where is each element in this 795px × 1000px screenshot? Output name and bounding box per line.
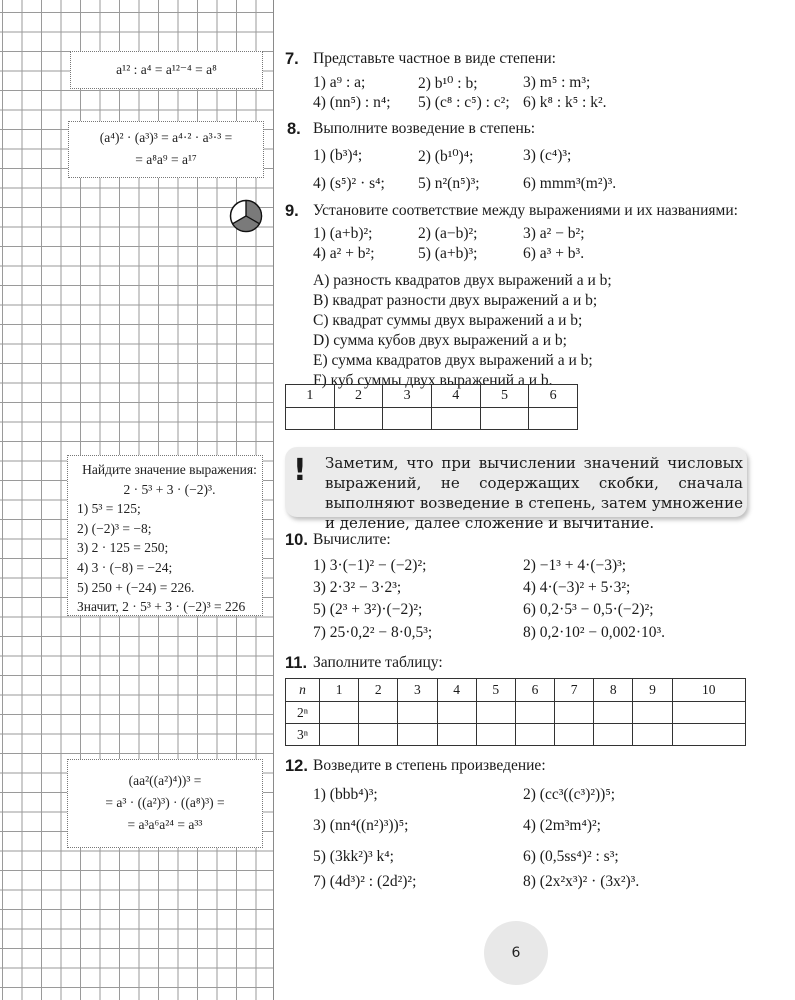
task-number: 11. (285, 654, 308, 672)
task-option: D) сумма кубов двух выражений a и b; (313, 332, 567, 349)
table-header-cell: 5 (480, 385, 529, 408)
answer-cell[interactable] (383, 408, 432, 430)
task-item: 3) (nn⁴((n²)³))⁵; (313, 817, 409, 834)
task-title: Заполните таблицу: (313, 654, 443, 671)
task-number: 7. (285, 50, 299, 68)
table-header-cell: 7 (555, 679, 594, 702)
answer-cell[interactable] (437, 702, 476, 724)
answer-cell[interactable] (398, 724, 437, 746)
answer-cell[interactable] (594, 702, 633, 724)
rule-note-box (285, 447, 747, 532)
answer-cell[interactable] (529, 408, 578, 430)
table-header-cell: 6 (515, 679, 554, 702)
answer-table-task-9 (285, 384, 578, 430)
task-title: Возведите в степень произведение: (313, 757, 546, 774)
task-option: A) разность квадратов двух выражений a и b; (313, 272, 612, 289)
table-header-cell: 9 (633, 679, 672, 702)
answer-cell[interactable] (359, 702, 398, 724)
answer-cell[interactable] (359, 724, 398, 746)
table-header-cell: 5 (476, 679, 515, 702)
answer-cell[interactable] (431, 408, 480, 430)
task-item: 1) (a+b)²; (313, 225, 373, 242)
table-header-cell: 10 (672, 679, 745, 702)
task-item: 1) 3·(−1)² − (−2)²; (313, 557, 427, 574)
table-header-cell: 2 (334, 385, 383, 408)
table-header-cell: 4 (437, 679, 476, 702)
hint-step: 4) 3 · (−8) = −24; (77, 559, 173, 575)
task-item: 3) (c⁴)³; (523, 147, 572, 164)
answer-cell[interactable] (672, 724, 745, 746)
table-header-cell: 6 (529, 385, 578, 408)
task-item: 5) n²(n⁵)³; (418, 175, 480, 192)
task-item: 3) m⁵ : m³; (523, 74, 591, 91)
answer-cell[interactable] (286, 408, 335, 430)
task-item: 6) 0,2·5³ − 0,5·(−2)²; (523, 601, 654, 618)
answer-cell[interactable] (672, 702, 745, 724)
task-option: C) квадрат суммы двух выражений a и b; (313, 312, 583, 329)
task-number: 9. (285, 202, 299, 220)
task-item: 5) (2³ + 3²)·(−2)²; (313, 601, 423, 618)
task-item: 3) 2·3² − 3·2³; (313, 579, 402, 596)
task-option: E) сумма квадратов двух выражений a и b; (313, 352, 593, 369)
answer-cell[interactable] (476, 702, 515, 724)
task-title: Вычислите: (313, 531, 391, 548)
table-header-cell: 3 (383, 385, 432, 408)
hint-line: (aa²((a²)⁴))³ = (128, 773, 202, 788)
table-header-cell: 4 (431, 385, 480, 408)
task-item: 1) (bbb⁴)³; (313, 786, 378, 803)
hint-expression: 2 · 5³ + 3 · (−2)³. (123, 481, 216, 497)
answer-cell[interactable] (555, 724, 594, 746)
hint-line: (a⁴)² · (a³)³ = a⁴·² · a³·³ = (99, 130, 233, 145)
answer-cell[interactable] (515, 724, 554, 746)
task-item: 7) 25·0,2² − 8·0,5³; (313, 624, 433, 641)
row-label: 3ⁿ (286, 724, 320, 746)
hint-line: = a⁸a⁹ = a¹⁷ (135, 152, 197, 167)
task-item: 6) k⁸ : k⁵ : k². (523, 94, 607, 111)
hint-title: Найдите значение выражения: (82, 462, 257, 477)
row-label: 2ⁿ (286, 702, 320, 724)
hint-box-nested-power (67, 759, 263, 848)
hint-step: 1) 5³ = 125; (77, 501, 141, 517)
task-item: 2) (b¹⁰)⁴; (418, 148, 474, 165)
table-header-cell: 2 (359, 679, 398, 702)
table-header-cell: 3 (398, 679, 437, 702)
page-number: 6 (484, 921, 548, 985)
task-item: 1) (b³)⁴; (313, 147, 363, 164)
task-item: 4) (nn⁵) : n⁴; (313, 94, 391, 111)
answer-cell[interactable] (633, 702, 672, 724)
task-title: Установите соответствие между выражениями и их названиями: (313, 202, 738, 219)
answer-cell[interactable] (398, 702, 437, 724)
answer-cell[interactable] (555, 702, 594, 724)
task-item: 5) (3kk²)³ k⁴; (313, 848, 394, 865)
table-header-cell: 1 (320, 679, 359, 702)
task-item: 7) (4d³)² : (2d²)²; (313, 873, 417, 890)
hint-step: 5) 250 + (−24) = 226. (77, 579, 195, 595)
hint-box-power (68, 121, 264, 178)
task-number: 10. (285, 531, 308, 549)
task-item: 4) 4·(−3)² + 5·3²; (523, 579, 631, 596)
hint-box-division (70, 51, 263, 89)
answer-cell[interactable] (515, 702, 554, 724)
hint-step: 3) 2 · 125 = 250; (77, 540, 169, 556)
hint-line: = a³ · ((a²)³) · ((a⁸)³) = (105, 795, 225, 810)
task-item: 2) −1³ + 4·(−3)³; (523, 557, 627, 574)
task-item: 5) (c⁸ : c⁵) : c²; (418, 94, 510, 111)
task-item: 1) a⁹ : a; (313, 74, 366, 91)
hint-line: a¹² : a⁴ = a¹²⁻⁴ = a⁸ (116, 62, 217, 77)
note-text: Заметим, что при вычислении значений числовых выражений, не содержащих скобки, сначала выполняют возведение в степень, затем умножение и деление, далее сложение и вычитание. (325, 454, 743, 532)
hint-box-example (67, 455, 263, 616)
task-item: 8) 0,2·10² − 0,002·10³. (523, 624, 666, 641)
answer-cell[interactable] (633, 724, 672, 746)
answer-cell[interactable] (480, 408, 529, 430)
task-item: 4) (2m³m⁴)²; (523, 817, 601, 834)
task-option: F) куб суммы двух выражений a и b. (313, 372, 553, 389)
answer-cell[interactable] (437, 724, 476, 746)
task-item: 2) b¹⁰ : b; (418, 75, 478, 92)
task-item: 6) mmm³(m²)³. (523, 175, 617, 192)
task-item: 2) (a−b)²; (418, 225, 478, 242)
task-number: 8. (287, 120, 301, 138)
powers-table-task-11 (285, 678, 746, 746)
exclamation-icon: ! (293, 453, 307, 488)
task-title: Представьте частное в виде степени: (313, 50, 556, 67)
task-option: B) квадрат разности двух выражений a и b; (313, 292, 598, 309)
task-item: 3) a² − b²; (523, 225, 585, 242)
table-header-cell: 8 (594, 679, 633, 702)
answer-cell[interactable] (476, 724, 515, 746)
answer-cell[interactable] (334, 408, 383, 430)
hint-line: = a³a⁶a²⁴ = a³³ (127, 817, 203, 832)
answer-cell[interactable] (320, 702, 359, 724)
table-header-cell: 1 (286, 385, 335, 408)
task-item: 2) (cc³((c³)²))⁵; (523, 786, 616, 803)
task-item: 5) (a+b)³; (418, 245, 478, 262)
hint-conclusion: Значит, 2 · 5³ + 3 · (−2)³ = 226 (77, 599, 246, 615)
pie-two-thirds-icon (229, 199, 263, 233)
task-item: 6) (0,5ss⁴)² : s³; (523, 848, 619, 865)
task-item: 8) (2x²x³)² · (3x²)³. (523, 873, 640, 890)
task-title: Выполните возведение в степень: (313, 120, 536, 137)
task-item: 4) (s⁵)² · s⁴; (313, 175, 385, 192)
task-item: 4) a² + b²; (313, 245, 375, 262)
answer-cell[interactable] (594, 724, 633, 746)
task-number: 12. (285, 757, 308, 775)
answer-cell[interactable] (320, 724, 359, 746)
task-item: 6) a³ + b³. (523, 245, 585, 262)
table-header-cell: n (286, 679, 320, 702)
hint-step: 2) (−2)³ = −8; (77, 520, 152, 536)
